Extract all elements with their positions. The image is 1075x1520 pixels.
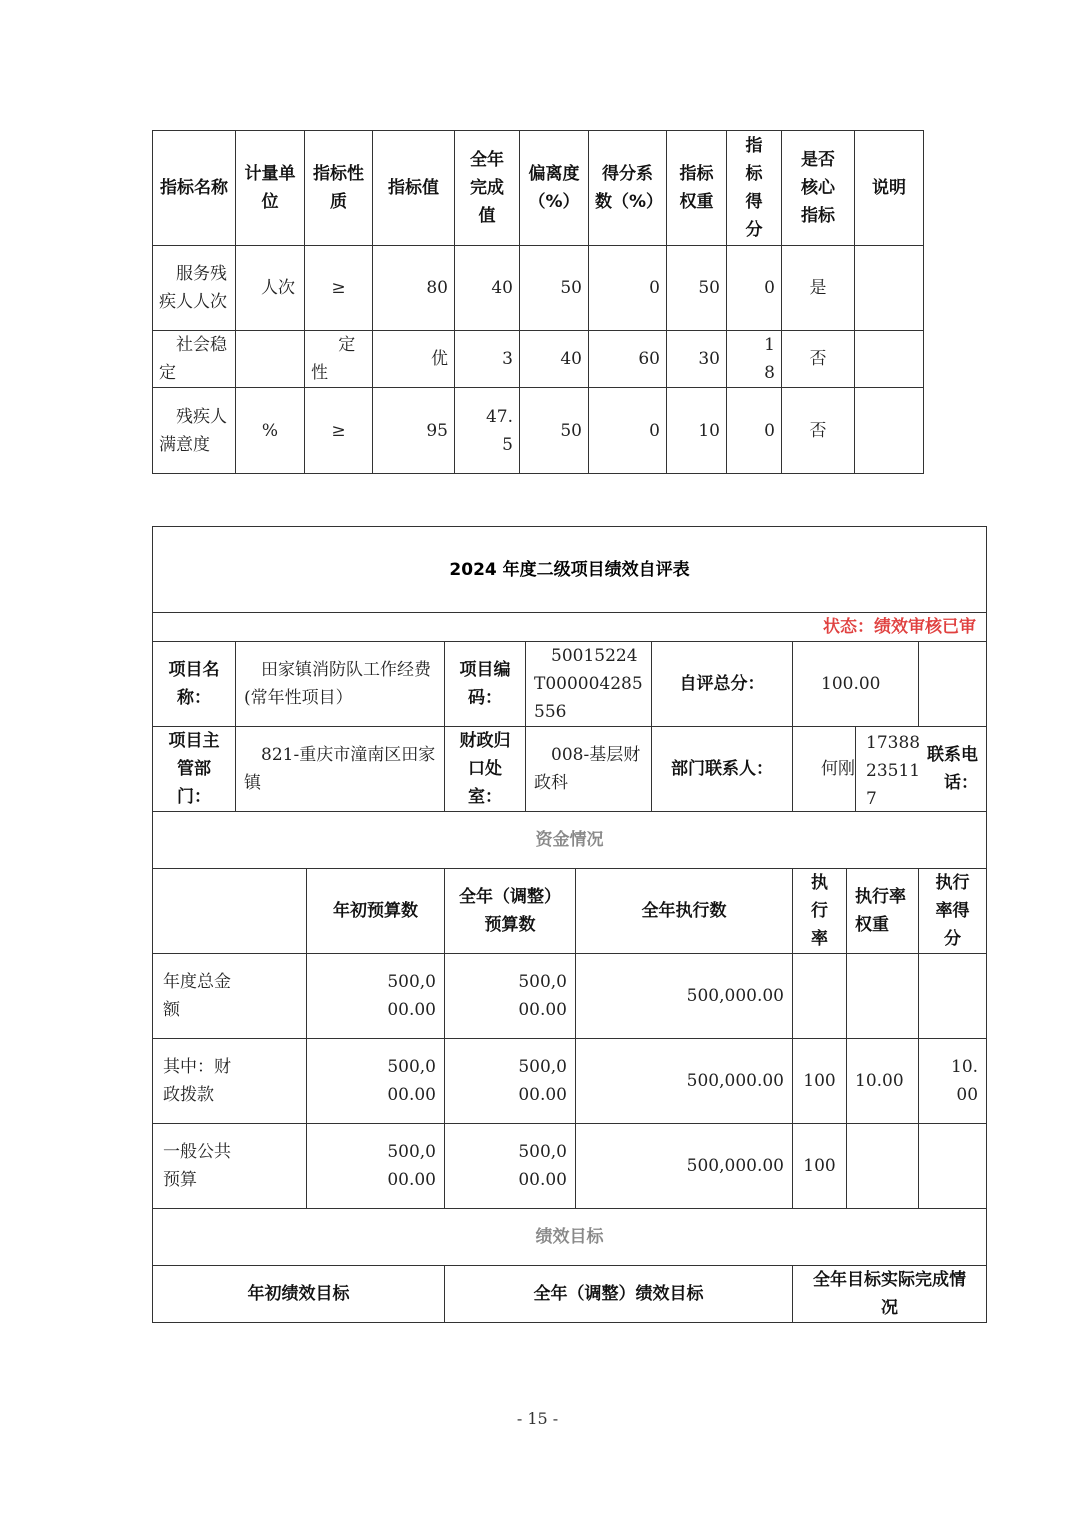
indicator-deviation: 50 [520, 246, 589, 331]
header-cell: 偏离度（%） [520, 131, 589, 246]
self-score-label: 自评总分： [652, 642, 793, 727]
dept-label: 项目主管部门： [153, 727, 236, 812]
goals-header-cell: 全年（调整）绩效目标 [445, 1266, 793, 1323]
funds-row-label-text: 一般公共预算 [163, 1142, 231, 1190]
finance-value: 008-基层财政科 [526, 727, 652, 812]
funds-initial: 500,000.00 [307, 954, 445, 1039]
indicator-note [855, 246, 924, 331]
indicator-weight: 50 [667, 246, 727, 331]
contact-value: 何刚 [793, 727, 919, 812]
indicator-core: 否 [782, 388, 855, 474]
indicator-actual: 3 [455, 331, 520, 388]
header-cell: 是否核心指标 [782, 131, 855, 246]
header-cell: 全年完成值 [455, 131, 520, 246]
indicator-score: 0 [727, 388, 782, 474]
funds-rate: 100 [793, 1039, 847, 1124]
table-row [153, 388, 924, 474]
funds-rate [793, 954, 847, 1039]
funds-header-cell: 执行率权重 [847, 869, 919, 954]
indicator-coef: 60 [589, 331, 667, 388]
header-cell: 说明 [855, 131, 924, 246]
funds-header-cell: 年初预算数 [307, 869, 445, 954]
header-cell: 指标得分 [727, 131, 782, 246]
indicator-header-row [153, 131, 924, 246]
funds-section-row [153, 812, 987, 869]
funds-initial: 500,000.00 [307, 1039, 445, 1124]
goals-section-row [153, 1209, 987, 1266]
funds-executed: 500,000.00 [576, 1039, 793, 1124]
table-row [153, 1124, 987, 1209]
table-row [153, 246, 924, 331]
funds-score [919, 954, 987, 1039]
form-title: 2024 年度二级项目绩效自评表 [153, 527, 987, 613]
goals-header-cell: 年初绩效目标 [153, 1266, 445, 1323]
funds-adjusted: 500,000.00 [445, 1039, 576, 1124]
funds-header-row [153, 869, 987, 954]
status-row [153, 613, 987, 642]
indicator-table [152, 130, 924, 474]
funds-score: 10.00 [919, 1039, 987, 1124]
funds-header-cell: 执行率 [793, 869, 847, 954]
indicator-score: 18 [727, 331, 782, 388]
header-cell: 指标权重 [667, 131, 727, 246]
indicator-note [855, 331, 924, 388]
header-cell: 指标名称 [153, 131, 236, 246]
funds-initial: 500,000.00 [307, 1124, 445, 1209]
header-cell: 计量单位 [236, 131, 305, 246]
title-row [153, 527, 987, 613]
finance-label: 财政归口处室： [445, 727, 526, 812]
phone-label: 联系电话： [919, 727, 987, 812]
status-badge: 状态：绩效审核已审 [153, 613, 987, 642]
indicator-actual: 40 [455, 246, 520, 331]
funds-adjusted: 500,000.00 [445, 1124, 576, 1209]
phone-value: 17388235117 [855, 727, 922, 811]
table-row [153, 331, 924, 388]
goals-header-cell: 全年目标实际完成情况 [793, 1266, 987, 1323]
funds-header-cell [153, 869, 307, 954]
indicator-actual: 47.5 [455, 388, 520, 474]
indicator-unit: % [236, 388, 305, 474]
goals-section-title: 绩效目标 [153, 1209, 987, 1266]
header-cell: 指标值 [373, 131, 455, 246]
indicator-unit: 人次 [236, 246, 305, 331]
funds-header-cell: 全年执行数 [576, 869, 793, 954]
indicator-nature: ≥ [305, 388, 373, 474]
goals-header-row [153, 1266, 987, 1323]
indicator-deviation: 50 [520, 388, 589, 474]
project-code-value: 50015224T000004285556 [526, 642, 652, 727]
project-info-row [153, 642, 987, 727]
indicator-coef: 0 [589, 246, 667, 331]
indicator-score: 0 [727, 246, 782, 331]
self-evaluation-form [152, 526, 987, 1323]
funds-row-label-text: 年度总金额 [163, 972, 231, 1020]
indicator-note [855, 388, 924, 474]
funds-weight [847, 1124, 919, 1209]
contact-label: 部门联系人： [652, 727, 793, 812]
funds-row-label [153, 954, 307, 1039]
indicator-name: 残疾人满意度 [153, 388, 236, 474]
table-row [153, 1039, 987, 1124]
indicator-target: 优 [373, 331, 455, 388]
funds-header-cell: 执行率得分 [919, 869, 987, 954]
project-code-label: 项目编码： [445, 642, 526, 727]
page-number: - 15 - [516, 1409, 559, 1428]
indicator-nature: ≥ [305, 246, 373, 331]
indicator-core: 是 [782, 246, 855, 331]
funds-executed: 500,000.00 [576, 954, 793, 1039]
funds-row-label-text: 其中：财政拨款 [163, 1057, 231, 1105]
header-cell: 得分系数（%） [589, 131, 667, 246]
funds-header-cell: 全年（调整）预算数 [445, 869, 576, 954]
indicator-nature: 定性 [305, 331, 373, 388]
project-name-value: 田家镇消防队工作经费(常年性项目） [236, 642, 445, 727]
funds-section-title: 资金情况 [153, 812, 987, 869]
indicator-target: 95 [373, 388, 455, 474]
funds-row-label [153, 1124, 307, 1209]
indicator-coef: 0 [589, 388, 667, 474]
funds-rate: 100 [793, 1124, 847, 1209]
header-cell: 指标性质 [305, 131, 373, 246]
indicator-name: 社会稳定 [153, 331, 236, 388]
indicator-target: 80 [373, 246, 455, 331]
funds-weight: 10.00 [847, 1039, 919, 1124]
empty-cell [919, 642, 987, 727]
funds-weight [847, 954, 919, 1039]
indicator-core: 否 [782, 331, 855, 388]
indicator-weight: 30 [667, 331, 727, 388]
funds-executed: 500,000.00 [576, 1124, 793, 1209]
project-name-label: 项目名称： [153, 642, 236, 727]
indicator-weight: 10 [667, 388, 727, 474]
self-score-value: 100.00 [793, 642, 919, 727]
indicator-deviation: 40 [520, 331, 589, 388]
funds-adjusted: 500,000.00 [445, 954, 576, 1039]
dept-value: 821-重庆市潼南区田家镇 [236, 727, 445, 812]
indicator-name: 服务残疾人人次 [153, 246, 236, 331]
table-row [153, 954, 987, 1039]
funds-row-label [153, 1039, 307, 1124]
indicator-unit [236, 331, 305, 388]
funds-score [919, 1124, 987, 1209]
